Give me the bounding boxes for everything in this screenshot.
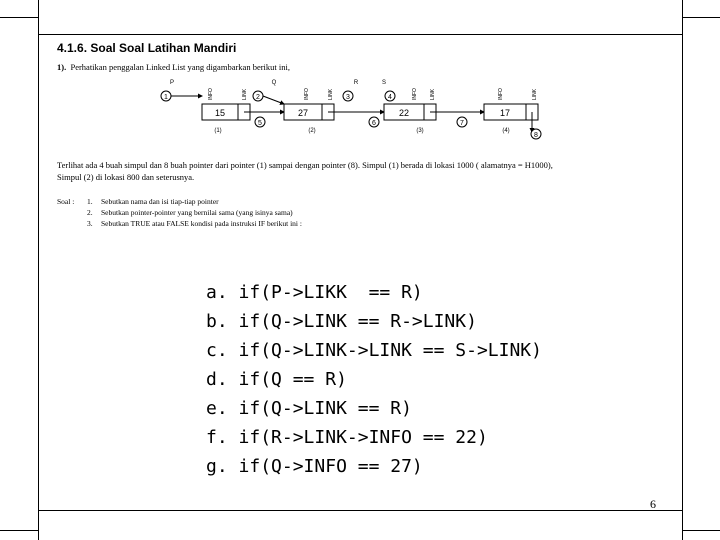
pointer-num-6: 6 xyxy=(372,120,376,127)
frame-right xyxy=(682,34,683,510)
question-label: d. xyxy=(206,369,228,390)
question-code: if(Q->LINK == R) xyxy=(238,398,412,419)
question-code: if(Q->LINK == R->LINK) xyxy=(238,311,477,332)
question-a xyxy=(206,278,542,307)
node-2-info-label: INFO xyxy=(304,88,310,100)
node-1-value: 15 xyxy=(214,108,226,118)
question-code: if(Q->INFO == 27) xyxy=(238,456,423,477)
frame-right-bottom xyxy=(682,510,683,540)
node-3-info-label: INFO xyxy=(412,88,418,100)
intro-sentence: Perhatikan penggalan Linked List yang digambarkan berikut ini, xyxy=(70,62,290,72)
question-c xyxy=(206,336,542,365)
soal-item-text: Sebutkan TRUE atau FALSE kondisi pada instruksi IF berikut ini : xyxy=(101,219,302,228)
frame-top-left xyxy=(0,17,38,18)
node-2-link-label: LINK xyxy=(328,88,334,100)
description-line-1: Terlihat ada 4 buah simpul dan 8 buah pointer dari pointer (1) sampai dengan pointer (8). Simpul (1) berada di lokasi 1000 ( alamatnya = H1000), xyxy=(57,160,553,170)
pointer-num-1: 1 xyxy=(164,94,168,101)
node-1 xyxy=(202,88,250,134)
question-g xyxy=(206,452,542,481)
node-4-index: (4) xyxy=(502,128,510,134)
soal-label: Soal : xyxy=(57,197,75,206)
frame-right-top xyxy=(682,0,683,34)
node-1-index: (1) xyxy=(214,128,222,134)
frame-left-bottom xyxy=(38,510,39,540)
pointer-name-q: Q xyxy=(271,80,277,86)
question-f xyxy=(206,423,542,452)
question-code: if(Q == R) xyxy=(238,369,347,390)
question-code: if(P->LIKK == R) xyxy=(238,282,423,303)
question-code: if(R->LINK->INFO == 22) xyxy=(238,427,488,448)
soal-item-num: 3. xyxy=(87,219,93,228)
node-4-link-label: LINK xyxy=(532,88,538,100)
frame-top xyxy=(38,34,682,35)
node-2 xyxy=(284,88,334,134)
page-number: 6 xyxy=(650,497,656,511)
node-3-index: (3) xyxy=(416,128,424,134)
node-3-value: 22 xyxy=(398,108,410,118)
frame-left xyxy=(38,34,39,510)
frame-bottom-left xyxy=(0,530,38,531)
intro-text xyxy=(57,62,290,72)
soal-item xyxy=(57,218,302,229)
linked-list-diagram xyxy=(150,74,550,146)
question-label: a. xyxy=(206,282,228,303)
pointer-name-p: P xyxy=(169,80,175,86)
question-d xyxy=(206,365,542,394)
frame-top-right xyxy=(682,17,720,18)
pointer-num-2: 2 xyxy=(256,94,260,101)
pointer-num-8: 8 xyxy=(534,132,538,139)
soal-list xyxy=(57,196,302,229)
question-label: c. xyxy=(206,340,228,361)
pointer-num-3: 3 xyxy=(346,94,350,101)
node-1-link-label: LINK xyxy=(242,88,248,100)
node-3-link-label: LINK xyxy=(430,88,436,100)
soal-item-num: 2. xyxy=(87,208,93,217)
question-label: e. xyxy=(206,398,228,419)
soal-item xyxy=(57,196,302,207)
frame-left-top xyxy=(38,0,39,34)
frame-bottom-right xyxy=(682,530,720,531)
pointer-num-7: 7 xyxy=(460,120,464,127)
pointer-name-s: S xyxy=(381,80,387,86)
node-2-value: 27 xyxy=(297,108,309,118)
question-list xyxy=(206,278,542,481)
question-b xyxy=(206,307,542,336)
question-e xyxy=(206,394,542,423)
frame-bottom xyxy=(38,510,683,511)
pointer-name-r: R xyxy=(353,80,359,86)
pointer-num-5: 5 xyxy=(258,120,262,127)
soal-item xyxy=(57,207,302,218)
soal-item-text: Sebutkan pointer-pointer yang bernilai sama (yang isinya sama) xyxy=(101,208,293,217)
question-label: b. xyxy=(206,311,228,332)
intro-number: 1). xyxy=(57,62,67,72)
pointer-num-4: 4 xyxy=(388,94,392,101)
section-title: 4.1.6. Soal Soal Latihan Mandiri xyxy=(57,41,237,55)
node-4-info-label: INFO xyxy=(498,88,504,100)
question-label: g. xyxy=(206,456,228,477)
description xyxy=(57,159,677,183)
node-1-info-label: INFO xyxy=(208,88,214,100)
question-label: f. xyxy=(206,427,228,448)
soal-item-num: 1. xyxy=(87,197,93,206)
description-line-2: Simpul (2) di lokasi 800 dan seterusnya. xyxy=(57,172,195,182)
node-4-value: 17 xyxy=(499,108,511,118)
question-code: if(Q->LINK->LINK == S->LINK) xyxy=(238,340,542,361)
node-4 xyxy=(484,88,538,134)
node-2-index: (2) xyxy=(308,128,316,134)
pointer-arrow-2 xyxy=(263,96,284,104)
soal-item-text: Sebutkan nama dan isi tiap-tiap pointer xyxy=(101,197,219,206)
